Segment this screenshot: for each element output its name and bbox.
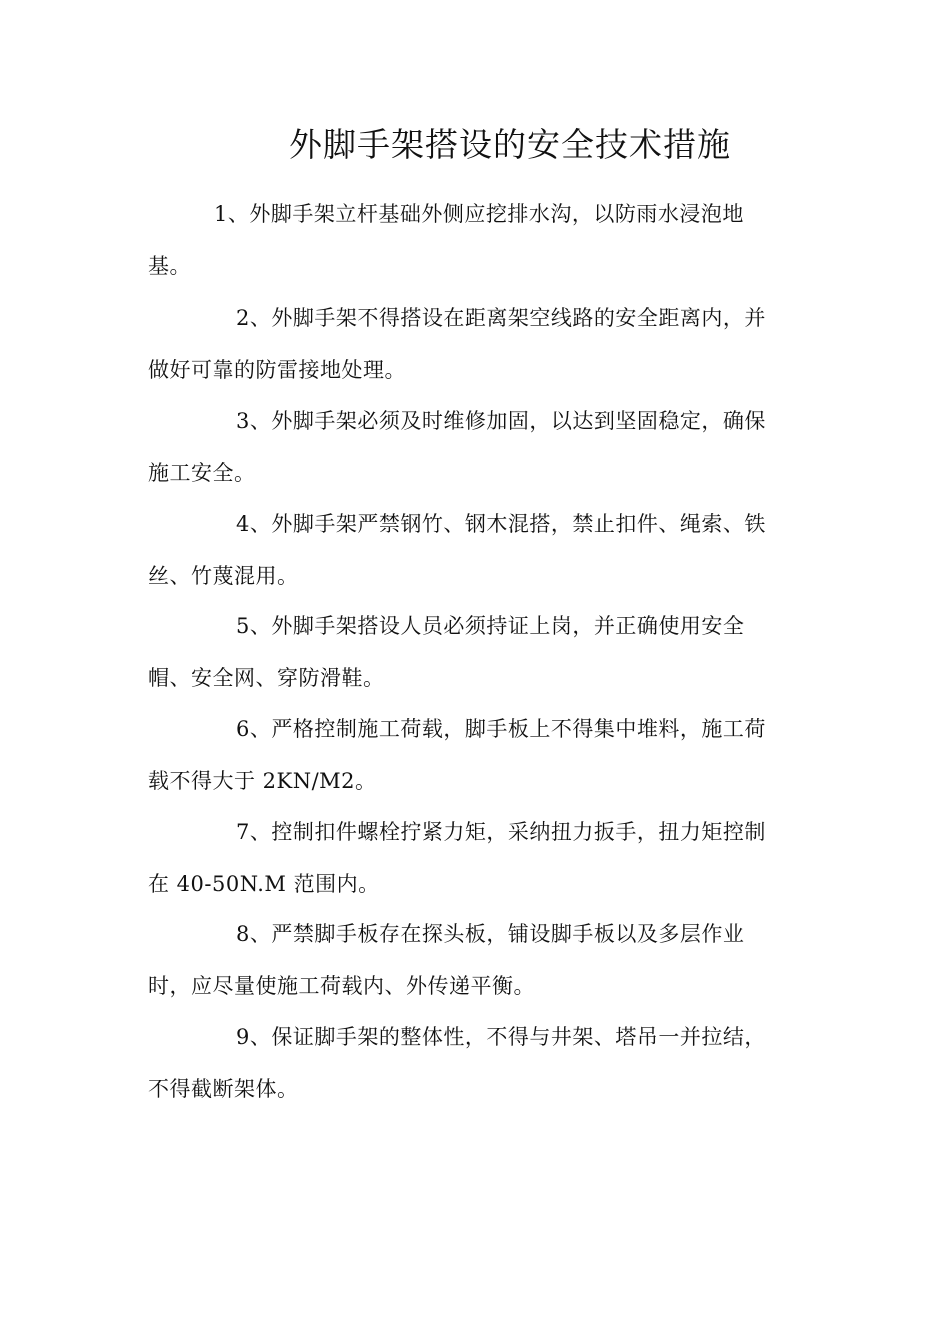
- measure-item-1: [148, 188, 788, 292]
- item-line-2: 施工安全。: [148, 461, 256, 485]
- item-line-1: 9、保证脚手架的整体性，不得与井架、塔吊一并拉结，: [236, 1025, 766, 1049]
- item-line-1: 2、外脚手架不得搭设在距离架空线路的安全距离内，并: [236, 306, 766, 330]
- item-line-2: 基。: [148, 254, 191, 278]
- item-line-1: 4、外脚手架严禁钢竹、钢木混搭，禁止扣件、绳索、铁: [236, 512, 766, 536]
- item-line-2: 载不得大于 2KN/M2。: [148, 769, 377, 793]
- item-line-1: 1、外脚手架立杆基础外侧应挖排水沟，以防雨水浸泡地: [214, 202, 744, 226]
- measure-item-3: [148, 395, 788, 499]
- item-line-1: 5、外脚手架搭设人员必须持证上岗，并正确使用安全: [236, 614, 745, 638]
- item-line-2: 在 40-50N.M 范围内。: [148, 872, 380, 896]
- measure-item-9: [148, 1011, 788, 1115]
- measure-item-5: [148, 600, 788, 704]
- measure-item-7: [148, 806, 788, 910]
- item-line-2: 做好可靠的防雷接地处理。: [148, 358, 406, 382]
- item-line-2: 帽、安全网、穿防滑鞋。: [148, 666, 385, 690]
- measure-item-6: [148, 703, 788, 807]
- measure-item-4: [148, 498, 788, 602]
- item-line-1: 3、外脚手架必须及时维修加固，以达到坚固稳定，确保: [236, 409, 766, 433]
- measure-item-2: [148, 292, 788, 396]
- item-line-1: 7、控制扣件螺栓拧紧力矩，采纳扭力扳手，扭力矩控制: [236, 820, 766, 844]
- item-line-2: 时，应尽量使施工荷载内、外传递平衡。: [148, 974, 535, 998]
- document-title: 外脚手架搭设的安全技术措施: [289, 125, 731, 164]
- measure-item-8: [148, 908, 788, 1012]
- item-line-2: 丝、竹蔑混用。: [148, 564, 299, 588]
- item-line-1: 6、严格控制施工荷载，脚手板上不得集中堆料，施工荷: [236, 717, 766, 741]
- item-line-1: 8、严禁脚手板存在探头板，铺设脚手板以及多层作业: [236, 922, 745, 946]
- item-line-2: 不得截断架体。: [148, 1077, 299, 1101]
